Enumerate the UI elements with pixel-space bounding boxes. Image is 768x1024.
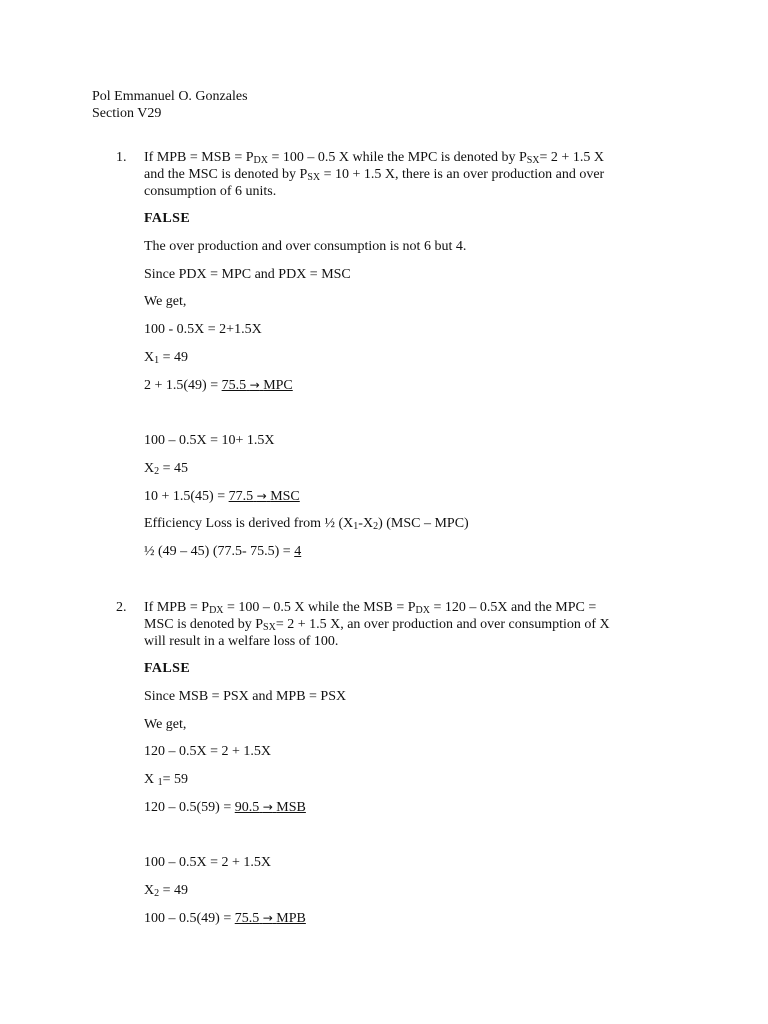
q2-statement-line1 bbox=[144, 599, 596, 616]
author-name: Pol Emmanuel O. Gonzales bbox=[92, 89, 248, 104]
right-arrow-icon: → bbox=[256, 489, 267, 503]
q2-l2-a: MSC is denoted by P bbox=[144, 617, 264, 632]
q1-l1-sub2: SX bbox=[526, 155, 540, 166]
right-arrow-icon: → bbox=[262, 911, 273, 925]
q2-s4-a: X bbox=[144, 772, 158, 787]
q1-step-3: We get, bbox=[144, 294, 187, 309]
q1-step-4: 100 - 0.5X = 2+1.5X bbox=[144, 322, 262, 337]
q1-statement-line1 bbox=[144, 149, 604, 166]
q2-s5-underlined bbox=[235, 800, 306, 815]
q1-step-7: 100 – 0.5X = 10+ 1.5X bbox=[144, 433, 275, 448]
q2-s8-underlined bbox=[235, 911, 306, 926]
q1-step-2: Since PDX = MPC and PDX = MSC bbox=[144, 267, 351, 282]
q1-s10-b: -X bbox=[358, 516, 374, 531]
q1-s11-result: 4 bbox=[294, 544, 302, 559]
q1-l1-b: = 100 – 0.5 X while the MPC is denoted by P bbox=[271, 150, 527, 165]
q1-step-1: The over production and over consumption is not 6 but 4. bbox=[144, 239, 467, 254]
q1-l2-sub1: SX bbox=[307, 172, 321, 183]
q1-verdict: FALSE bbox=[144, 211, 191, 226]
q1-s6-label: MPC bbox=[263, 378, 293, 393]
q1-s8-b: = 45 bbox=[159, 461, 189, 476]
q2-step-5 bbox=[144, 799, 306, 816]
q2-step-6: 100 – 0.5X = 2 + 1.5X bbox=[144, 855, 272, 870]
q2-step-2: We get, bbox=[144, 717, 187, 732]
q2-s8-result: 75.5 bbox=[234, 911, 260, 926]
q2-step-4 bbox=[144, 771, 188, 788]
q2-s7-a: X bbox=[144, 883, 155, 898]
q2-s4-b: = 59 bbox=[162, 772, 189, 787]
q1-s10-a: Efficiency Loss is derived from ½ (X bbox=[144, 516, 354, 531]
q1-l2-a: and the MSC is denoted by P bbox=[144, 167, 308, 182]
q1-s10-sub2: 2 bbox=[373, 521, 379, 532]
q2-l1-sub1: DX bbox=[209, 605, 224, 616]
q1-s9-label: MSC bbox=[270, 489, 300, 504]
q1-statement-line2 bbox=[144, 166, 604, 183]
q2-l1-sub2: DX bbox=[415, 605, 430, 616]
right-arrow-icon: → bbox=[249, 378, 260, 392]
q2-s8-pre: 100 – 0.5(49) = bbox=[144, 911, 235, 926]
q1-l1-sub1: DX bbox=[253, 155, 268, 166]
q1-l1-a: If MPB = MSB = P bbox=[144, 150, 254, 165]
q1-step-9 bbox=[144, 488, 300, 505]
q2-statement-line2 bbox=[144, 616, 610, 633]
q2-l2-sub1: SX bbox=[263, 622, 276, 633]
q1-s6-underlined bbox=[222, 378, 293, 393]
q2-l1-c: = 120 – 0.5X and the MPC = bbox=[433, 600, 597, 615]
q2-l1-b: = 100 – 0.5 X while the MSB = P bbox=[227, 600, 416, 615]
q1-s8-sub: 2 bbox=[154, 466, 160, 477]
q1-s10-c: ) (MSC – MPC) bbox=[378, 516, 469, 531]
q1-s6-pre: 2 + 1.5(49) = bbox=[144, 378, 222, 393]
q1-s5-a: X bbox=[144, 350, 155, 365]
q1-number: 1. bbox=[116, 150, 127, 165]
q2-s4-sub: 1 bbox=[157, 777, 163, 788]
q2-s8-label: MPB bbox=[276, 911, 306, 926]
section-label: Section V29 bbox=[92, 106, 162, 121]
q1-s5-b: = 49 bbox=[159, 350, 189, 365]
q2-l2-b: = 2 + 1.5 X, an over production and over consumption of X bbox=[275, 617, 610, 632]
right-arrow-icon: → bbox=[262, 800, 273, 814]
q2-s5-label: MSB bbox=[276, 800, 306, 815]
q1-l1-c: = 2 + 1.5 X bbox=[539, 150, 604, 165]
q2-l1-a: If MPB = P bbox=[144, 600, 210, 615]
q1-s11-pre: ½ (49 – 45) (77.5- 75.5) = bbox=[144, 544, 295, 559]
q1-s9-result: 77.5 bbox=[228, 489, 254, 504]
q1-statement-line3: consumption of 6 units. bbox=[144, 184, 277, 199]
q1-s9-pre: 10 + 1.5(45) = bbox=[144, 489, 229, 504]
q2-number: 2. bbox=[116, 600, 127, 615]
q2-s7-sub: 2 bbox=[154, 888, 160, 899]
q1-s8-a: X bbox=[144, 461, 155, 476]
q1-step-8 bbox=[144, 460, 188, 477]
q1-step-10 bbox=[144, 515, 469, 532]
q1-s5-sub: 1 bbox=[154, 355, 160, 366]
q1-step-5 bbox=[144, 349, 188, 366]
q2-s5-result: 90.5 bbox=[234, 800, 260, 815]
q2-step-3: 120 – 0.5X = 2 + 1.5X bbox=[144, 744, 272, 759]
q1-step-11 bbox=[144, 543, 301, 560]
q2-step-7 bbox=[144, 882, 188, 899]
q2-s5-pre: 120 – 0.5(59) = bbox=[144, 800, 235, 815]
q2-s7-b: = 49 bbox=[159, 883, 189, 898]
q1-l2-b: = 10 + 1.5 X, there is an over production and over bbox=[323, 167, 605, 182]
q2-step-8 bbox=[144, 910, 306, 927]
q2-verdict: FALSE bbox=[144, 661, 191, 676]
q2-statement-line3: will result in a welfare loss of 100. bbox=[144, 634, 339, 649]
q2-step-1: Since MSB = PSX and MPB = PSX bbox=[144, 689, 347, 704]
q1-s9-underlined bbox=[229, 489, 300, 504]
q1-s10-sub1: 1 bbox=[353, 521, 359, 532]
q1-s6-result: 75.5 bbox=[221, 378, 247, 393]
q1-step-6 bbox=[144, 377, 293, 394]
